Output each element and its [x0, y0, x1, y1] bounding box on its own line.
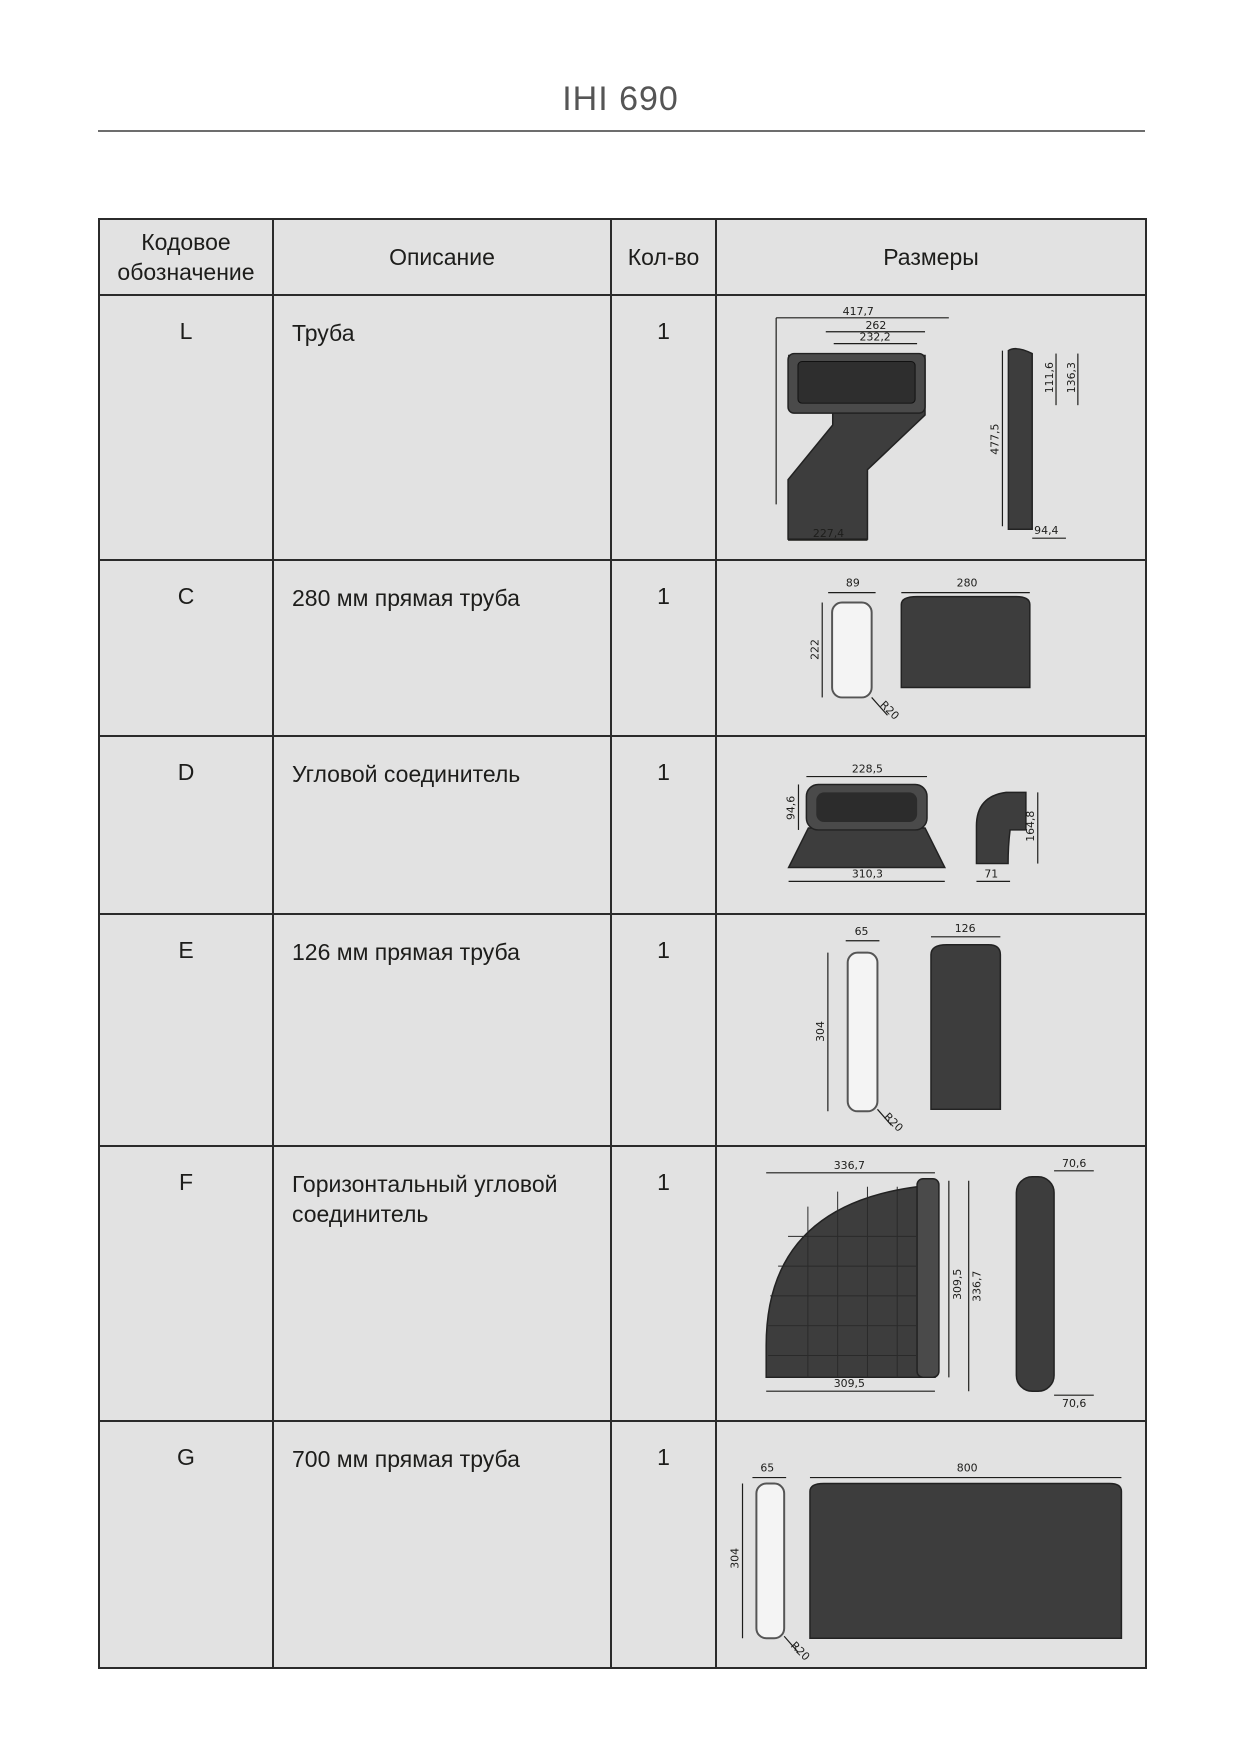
dim-label: R20	[877, 698, 902, 723]
dims-cell	[716, 1146, 1146, 1421]
parts-table	[98, 218, 1147, 1669]
dim-label: R20	[881, 1110, 906, 1135]
qty-cell: 1	[611, 1146, 716, 1421]
dim-label: 232,2	[859, 330, 891, 344]
description-cell: 126 мм прямая труба	[273, 914, 611, 1146]
dim-label: 228,5	[851, 762, 883, 776]
qty-cell: 1	[611, 295, 716, 560]
table-row	[99, 914, 1146, 1146]
description-cell: Горизонтальный угловой соединитель	[273, 1146, 611, 1421]
title-divider	[98, 130, 1145, 132]
dim-label: 309,5	[833, 1377, 865, 1391]
dim-label: 65	[854, 924, 869, 938]
table-row	[99, 560, 1146, 736]
dims-cell	[716, 295, 1146, 560]
table-row	[99, 1421, 1146, 1668]
page-title: IHI 690	[562, 80, 679, 118]
code-cell: G	[99, 1421, 273, 1668]
table-row	[99, 1146, 1146, 1421]
qty-cell: 1	[611, 1421, 716, 1668]
horizontal-corner-f-drawing	[717, 1147, 1139, 1420]
code-cell: F	[99, 1146, 273, 1421]
header-description: Описание	[273, 219, 611, 295]
dim-label: 304	[728, 1547, 742, 1569]
dim-label: 164,8	[1023, 810, 1037, 842]
table-header-row	[99, 219, 1146, 295]
dim-label: 336,7	[833, 1158, 865, 1172]
dim-label: 309,5	[950, 1268, 964, 1300]
description-cell: 280 мм прямая труба	[273, 560, 611, 736]
dim-label: 89	[845, 576, 860, 590]
dims-cell	[716, 736, 1146, 914]
dims-cell	[716, 560, 1146, 736]
qty-cell: 1	[611, 560, 716, 736]
code-cell: E	[99, 914, 273, 1146]
dim-label: 94,4	[1034, 524, 1059, 538]
qty-cell: 1	[611, 736, 716, 914]
dims-cell	[716, 914, 1146, 1146]
dim-label: 800	[956, 1461, 978, 1475]
description-cell: Труба	[273, 295, 611, 560]
dim-label: 111,6	[1043, 362, 1057, 394]
qty-cell: 1	[611, 914, 716, 1146]
dim-label: 70,6	[1062, 1397, 1087, 1411]
dim-label: 477,5	[988, 423, 1002, 455]
pipe-e-drawing	[717, 915, 1139, 1145]
pipe-l-drawing	[717, 296, 1139, 559]
dim-label: R20	[788, 1639, 813, 1664]
dims-cell	[716, 1421, 1146, 1668]
dim-label: 136,3	[1064, 362, 1078, 394]
dim-label: 304	[813, 1021, 827, 1042]
pipe-c-drawing	[717, 561, 1139, 735]
description-cell: Угловой соединитель	[273, 736, 611, 914]
dim-label: 310,3	[851, 867, 883, 881]
table-row	[99, 736, 1146, 914]
code-cell: C	[99, 560, 273, 736]
dim-label: 126	[954, 921, 976, 935]
header-dims: Размеры	[716, 219, 1146, 295]
table-row	[99, 295, 1146, 560]
dim-label: 227,4	[812, 527, 845, 541]
dim-label: 336,7	[970, 1270, 984, 1302]
dim-label: 65	[760, 1461, 775, 1475]
code-cell: D	[99, 736, 273, 914]
description-cell: 700 мм прямая труба	[273, 1421, 611, 1668]
dim-label: 222	[808, 639, 822, 660]
header-qty: Кол-во	[611, 219, 716, 295]
pipe-g-drawing	[717, 1422, 1139, 1667]
corner-connector-d-drawing	[717, 737, 1139, 913]
dim-label: 280	[956, 576, 978, 590]
dim-label: 262	[865, 318, 887, 332]
dim-label: 417,7	[842, 304, 874, 318]
dim-label: 94,6	[784, 795, 798, 821]
header-code: Кодовое обозначение	[99, 219, 273, 295]
code-cell: L	[99, 295, 273, 560]
dim-label: 71	[984, 867, 999, 881]
dim-label: 70,6	[1062, 1156, 1087, 1170]
